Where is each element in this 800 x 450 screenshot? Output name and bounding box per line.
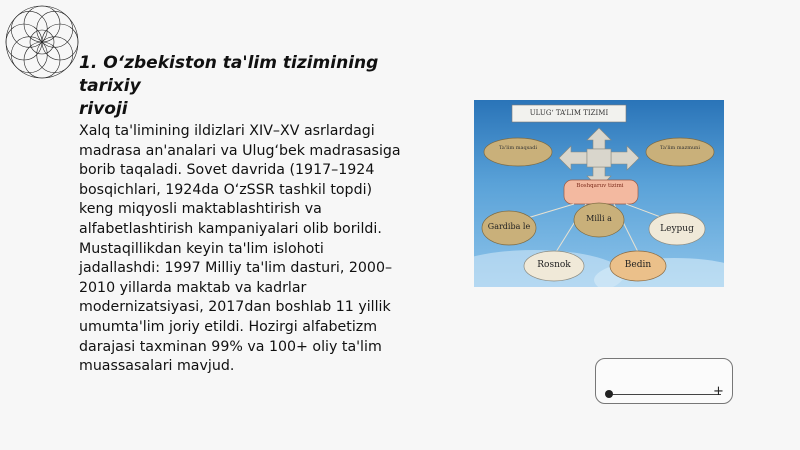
title-line-1: 1. O‘zbekiston ta'lim tizimining tarixiy [79,53,379,96]
diagram-outer-label: Bedin [624,260,652,270]
body-line: Xalq ta'limining ildizlari XIV–XV asrlardagi [79,123,375,139]
diagram-graphics [474,100,724,287]
diagram-right-label: Ta'lim mazmuni [660,145,700,151]
body-line: madrasa an'analari va Ulug‘bek madrasasiga [79,142,401,159]
body-line: umumta'lim joriy etildi. Hozirgi alfabetizm [79,318,378,335]
body-line: modernizatsiyasi, 2017dan boshlab 11 yillik [79,299,391,316]
diagram-header-label: ULUG‘ TA’LIM TIZIMI [529,109,609,117]
body-line: borib taqaladi. Sovet davrida (1917–1924 [79,162,375,179]
body-line: jadallashdi: 1997 Milliy ta'lim dasturi, 2000– [79,260,393,277]
right-oval [646,138,714,166]
slide-title [79,52,439,121]
add-icon[interactable]: + [713,384,724,399]
seek-track[interactable] [609,394,721,395]
body-line: muassasalari mavjud. [79,358,235,375]
left-oval [484,138,552,166]
spirograph-logo-icon [3,3,81,81]
body-line: 2010 yillarda maktab va kadrlar [79,279,307,296]
diagram-left-label: Ta'lim maqsadi [498,145,538,151]
body-line: bosqichlari, 1924da O‘zSSR tashkil topdi) [79,181,373,198]
diagram-outer-label: Milli a [586,214,612,223]
body-line: darajasi taxminan 99% va 100+ oliy ta'lim [79,338,382,355]
body-line: Mustaqillikdan keyin ta'lim islohoti [79,240,324,257]
four-way-arrow-icon [559,128,639,188]
diagram-center-label: Boshqaruv tizimi [576,183,624,189]
seek-handle[interactable] [605,390,613,398]
body-line: alfabetlashtirish kampaniyalari olib borildi. [79,220,382,237]
media-player-widget[interactable] [595,358,733,404]
title-line-2: rivoji [79,99,128,119]
diagram-outer-label: Leypug [660,224,694,234]
diagram-outer-label: Gardiba le [487,222,531,231]
body-line: keng miqyosli maktablashtirish va [79,201,322,218]
slide-body-text [79,122,429,377]
education-system-diagram [474,100,724,287]
diagram-outer-label: Rosnok [537,260,571,270]
